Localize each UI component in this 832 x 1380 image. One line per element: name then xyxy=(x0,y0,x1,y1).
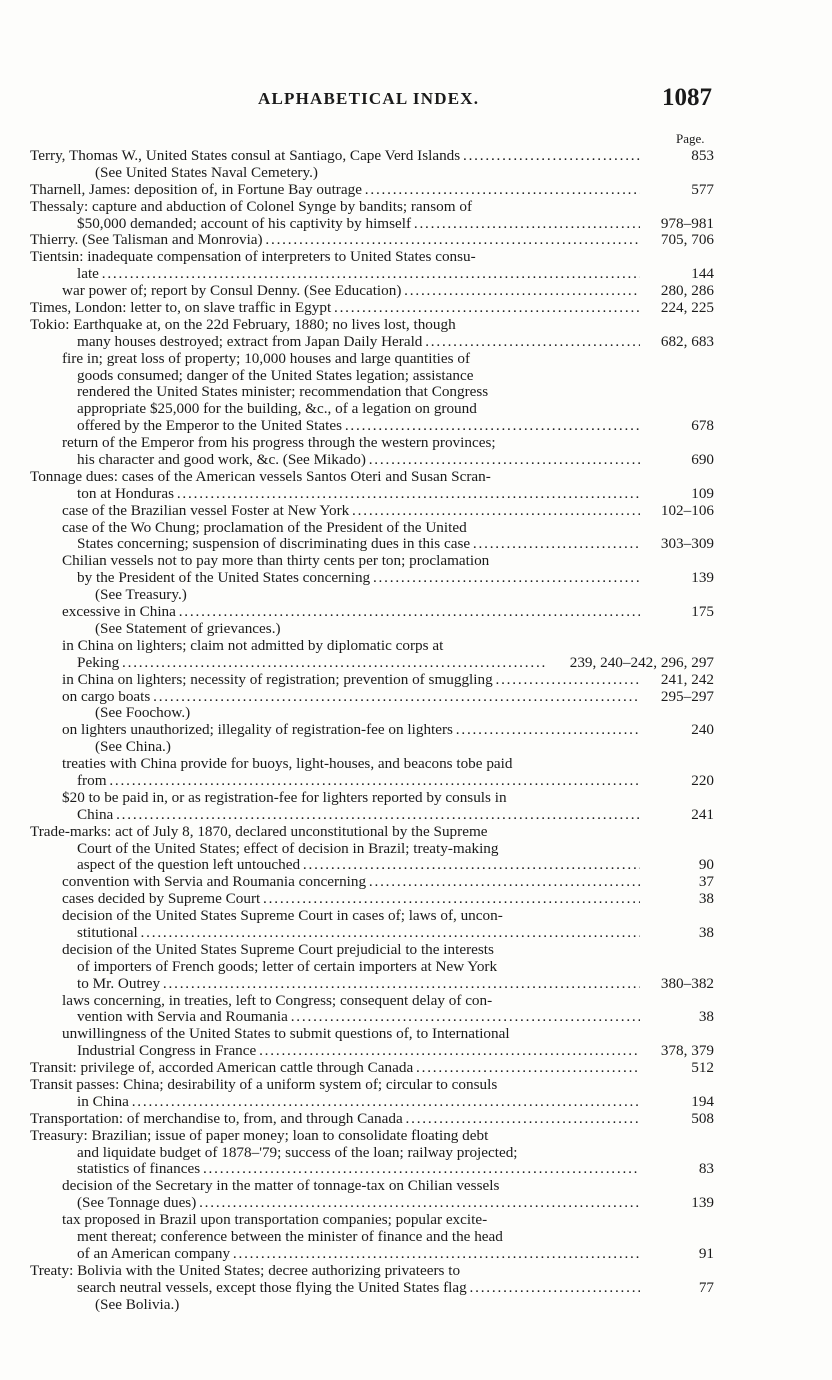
index-line xyxy=(30,722,720,739)
index-line xyxy=(30,705,720,722)
index-line-text: laws concerning, in treaties, left to Congress; consequent delay of con- xyxy=(62,991,493,1009)
index-line-text: (See China.) xyxy=(95,738,171,756)
index-page-ref: 705, 706 xyxy=(660,231,714,249)
index-page-ref: 682, 683 xyxy=(660,332,714,350)
index-line-text: ton at Honduras . . . xyxy=(77,486,640,503)
index-line xyxy=(30,1280,720,1297)
index-page-ref: 224, 225 xyxy=(660,299,714,317)
index-line-text: of an American company . . . xyxy=(77,1246,640,1263)
index-line-text: (See Statement of grievances.) xyxy=(95,619,281,637)
index-line xyxy=(30,874,720,891)
index-line xyxy=(30,232,720,249)
index-page-ref: 380–382 xyxy=(660,974,714,992)
index-page-ref: 853 xyxy=(691,147,714,164)
index-line xyxy=(30,249,720,266)
index-line xyxy=(30,1094,720,1111)
index-line-text: war power of; report by Consul Denny. (See Education) . . . xyxy=(62,283,640,300)
index-line xyxy=(30,655,720,672)
index-entries xyxy=(30,148,720,1313)
index-page-ref: 295–297 xyxy=(660,687,714,705)
index-line xyxy=(30,891,720,908)
index-page-ref: 90 xyxy=(698,856,714,874)
index-line xyxy=(30,334,720,351)
index-page-ref: 280, 286 xyxy=(660,282,714,300)
index-line xyxy=(30,857,720,874)
index-page-ref: 37 xyxy=(698,873,714,891)
index-page-ref: 678 xyxy=(691,417,714,435)
index-page-ref: 38 xyxy=(698,1008,714,1026)
index-line-text: Treasury: Brazilian; issue of paper money; loan to consolidate floating debt xyxy=(30,1126,489,1144)
index-line xyxy=(30,148,720,165)
index-line xyxy=(30,959,720,976)
index-line xyxy=(30,570,720,587)
index-line xyxy=(30,1246,720,1263)
index-line-text: $50,000 demanded; account of his captivity by himself . . . xyxy=(77,216,640,233)
index-line-text: in China on lighters; claim not admitted by diplomatic corps at xyxy=(62,636,444,654)
index-line xyxy=(30,1111,720,1128)
index-page-ref: 303–309 xyxy=(660,535,714,553)
index-line-text: convention with Servia and Roumania concerning . . . xyxy=(62,874,640,891)
index-line xyxy=(30,553,720,570)
index-line-text: many houses destroyed; extract from Japan Daily Herald . . . xyxy=(77,334,640,351)
index-page-ref: 577 xyxy=(691,180,714,198)
index-line-text: late . . . xyxy=(77,266,640,283)
index-line-text: States concerning; suspension of discriminating dues in this case . . . xyxy=(77,536,640,553)
index-page-ref: 508 xyxy=(691,1109,714,1127)
index-line-text: excessive in China . . . xyxy=(62,604,640,621)
index-line xyxy=(30,300,720,317)
index-line-text: China . . . xyxy=(77,807,640,824)
index-line xyxy=(30,435,720,452)
index-line-text: on lighters unauthorized; illegality of registration-fee on lighters . . . xyxy=(62,722,640,739)
index-line xyxy=(30,418,720,435)
index-line xyxy=(30,1195,720,1212)
index-line xyxy=(30,1009,720,1026)
index-line-text: aspect of the question left untouched . . . xyxy=(77,857,640,874)
index-page-ref: 109 xyxy=(691,484,714,502)
index-line-text: search neutral vessels, except those flying the United States flag . . . xyxy=(77,1280,640,1297)
index-line-text: (See Treasury.) xyxy=(95,586,187,604)
index-line xyxy=(30,587,720,604)
index-line xyxy=(30,199,720,216)
index-line-text: $20 to be paid in, or as registration-fee for lighters reported by consuls in xyxy=(62,788,507,806)
index-line-text: Trade-marks: act of July 8, 1870, declared unconstitutional by the Supreme xyxy=(30,822,488,840)
index-page-ref: 38 xyxy=(698,890,714,908)
index-line-text: from . . . xyxy=(77,773,640,790)
index-line-text: fire in; great loss of property; 10,000 houses and large quantities of xyxy=(62,349,471,367)
index-page-ref: 175 xyxy=(691,603,714,621)
index-line xyxy=(30,317,720,334)
index-line xyxy=(30,1128,720,1145)
index-line-text: his character and good work, &c. (See Mikado) . . . xyxy=(77,452,640,469)
index-line xyxy=(30,165,720,182)
index-line xyxy=(30,283,720,300)
index-line xyxy=(30,908,720,925)
index-line xyxy=(30,384,720,401)
index-page-ref: 239, 240–242, 296, 297 xyxy=(569,653,714,671)
index-line xyxy=(30,672,720,689)
index-line xyxy=(30,1178,720,1195)
page-column-label: Page. xyxy=(676,131,705,146)
index-line-text: (See Foochow.) xyxy=(95,704,191,722)
index-page-ref: 102–106 xyxy=(660,501,714,519)
index-line xyxy=(30,486,720,503)
index-line-text: Thessaly: capture and abduction of Colonel Synge by bandits; ransom of xyxy=(30,197,473,215)
index-line-text: Court of the United States; effect of decision in Brazil; treaty-making xyxy=(77,839,499,857)
index-line-text: Industrial Congress in France . . . xyxy=(77,1043,640,1060)
index-line-text: rendered the United States minister; recommendation that Congress xyxy=(77,383,489,401)
index-page-ref: 690 xyxy=(691,451,714,469)
index-line xyxy=(30,351,720,368)
index-line xyxy=(30,604,720,621)
index-line-text: cases decided by Supreme Court . . . xyxy=(62,891,640,908)
index-line-text: appropriate $25,000 for the building, &c., of a legation on ground xyxy=(77,400,477,418)
index-page-ref: 139 xyxy=(691,1194,714,1212)
index-line xyxy=(30,401,720,418)
index-line-text: (See Bolivia.) xyxy=(95,1295,180,1313)
index-line-text: Tharnell, James: deposition of, in Fortune Bay outrage . . . xyxy=(30,182,640,199)
index-line-text: treaties with China provide for buoys, light-houses, and beacons tobe paid xyxy=(62,755,513,773)
index-line xyxy=(30,266,720,283)
index-line xyxy=(30,469,720,486)
index-page-ref: 91 xyxy=(698,1244,714,1262)
index-line xyxy=(30,925,720,942)
index-line-text: Transit: privilege of, accorded American cattle through Canada . . . xyxy=(30,1060,640,1077)
index-line xyxy=(30,520,720,537)
index-line-text: Treaty: Bolivia with the United States; decree authorizing privateers to xyxy=(30,1261,461,1279)
index-line xyxy=(30,1161,720,1178)
index-line xyxy=(30,1145,720,1162)
index-line-text: by the President of the United States concerning . . . xyxy=(77,570,640,587)
index-line-text: Times, London: letter to, on slave traffic in Egypt . . . xyxy=(30,300,640,317)
index-line-text: Terry, Thomas W., United States consul at Santiago, Cape Verd Islands . . . xyxy=(30,148,640,165)
index-page-ref: 240 xyxy=(691,721,714,739)
index-line-text: Thierry. (See Talisman and Monrovia) . . . xyxy=(30,232,640,249)
index-line-text: decision of the United States Supreme Court prejudicial to the interests xyxy=(62,940,494,958)
index-page-ref: 194 xyxy=(691,1092,714,1110)
index-line-text: case of the Brazilian vessel Foster at New York . . . xyxy=(62,503,640,520)
index-line xyxy=(30,621,720,638)
index-line xyxy=(30,216,720,233)
index-line-text: Tientsin: inadequate compensation of interpreters to United States consu- xyxy=(30,248,476,266)
index-line-text: unwillingness of the United States to submit questions of, to International xyxy=(62,1025,510,1043)
running-head-title: ALPHABETICAL INDEX. xyxy=(258,89,480,108)
running-head xyxy=(0,84,832,116)
index-line xyxy=(30,942,720,959)
index-line xyxy=(30,1077,720,1094)
index-line-text: in China . . . xyxy=(77,1094,640,1111)
index-line-text: Chilian vessels not to pay more than thirty cents per ton; proclamation xyxy=(62,552,490,570)
index-line-text: stitutional . . . xyxy=(77,925,640,942)
index-line-text: case of the Wo Chung; proclamation of the President of the United xyxy=(62,518,467,536)
index-line-text: Transportation: of merchandise to, from, and through Canada . . . xyxy=(30,1111,640,1128)
index-line-text: decision of the Secretary in the matter of tonnage-tax on Chilian vessels xyxy=(62,1177,500,1195)
index-line xyxy=(30,1212,720,1229)
index-page-ref: 220 xyxy=(691,771,714,789)
index-line-text: Tonnage dues: cases of the American vessels Santos Oteri and Susan Scran- xyxy=(30,467,491,485)
index-line-text: return of the Emperor from his progress through the western provinces; xyxy=(62,434,496,452)
index-line xyxy=(30,536,720,553)
index-page-ref: 77 xyxy=(698,1278,714,1296)
index-line-text: to Mr. Outrey . . . xyxy=(77,976,640,993)
index-line xyxy=(30,1229,720,1246)
index-line xyxy=(30,824,720,841)
index-line xyxy=(30,689,720,706)
index-line-text: offered by the Emperor to the United States . . . xyxy=(77,418,640,435)
index-line-text: ment thereat; conference between the minister of finance and the head xyxy=(77,1228,503,1245)
index-line xyxy=(30,1263,720,1280)
index-page-ref: 144 xyxy=(691,265,714,283)
index-line xyxy=(30,1060,720,1077)
index-line-text: of importers of French goods; letter of certain importers at New York xyxy=(77,957,498,975)
index-line xyxy=(30,739,720,756)
index-page-ref: 38 xyxy=(698,923,714,941)
index-line-text: (See Tonnage dues) . . . xyxy=(77,1195,640,1212)
index-line-text: goods consumed; danger of the United States legation; assistance xyxy=(77,366,474,384)
index-line-text: in China on lighters; necessity of registration; prevention of smuggling . . . xyxy=(62,672,640,689)
index-line-text: and liquidate budget of 1878–'79; success of the loan; railway projected; xyxy=(77,1143,518,1161)
page-number: 1087 xyxy=(662,84,712,111)
index-line xyxy=(30,1297,720,1314)
index-line-text: (See United States Naval Cemetery.) xyxy=(95,163,318,181)
index-line xyxy=(30,1026,720,1043)
index-line-text: decision of the United States Supreme Court in cases of; laws of, uncon- xyxy=(62,907,503,925)
index-line-text: Transit passes: China; desirability of a uniform system of; circular to consuls xyxy=(30,1075,498,1093)
index-page-ref: 241 xyxy=(691,805,714,823)
index-page-ref: 978–981 xyxy=(660,214,714,232)
index-line xyxy=(30,993,720,1010)
index-line-text: vention with Servia and Roumania . . . xyxy=(77,1009,640,1026)
index-line-text: Tokio: Earthquake at, on the 22d February, 1880; no lives lost, though xyxy=(30,315,456,333)
index-line xyxy=(30,790,720,807)
index-page-ref: 512 xyxy=(691,1059,714,1077)
index-line xyxy=(30,976,720,993)
index-line-text: tax proposed in Brazil upon transportation companies; popular excite- xyxy=(62,1211,488,1229)
index-line xyxy=(30,452,720,469)
index-page-ref: 241, 242 xyxy=(660,670,714,688)
index-line xyxy=(30,841,720,858)
index-line xyxy=(30,638,720,655)
index-line xyxy=(30,773,720,790)
index-line xyxy=(30,807,720,824)
index-line xyxy=(30,368,720,385)
index-line xyxy=(30,756,720,773)
index-line xyxy=(30,503,720,520)
index-page-ref: 83 xyxy=(698,1160,714,1178)
index-line xyxy=(30,1043,720,1060)
index-page-ref: 139 xyxy=(691,569,714,587)
index-line-text: statistics of finances . . . xyxy=(77,1161,640,1178)
index-line-text: on cargo boats . . . xyxy=(62,689,640,706)
index-page-ref: 378, 379 xyxy=(660,1042,714,1060)
index-line-text: Peking . . . xyxy=(77,655,545,672)
index-line xyxy=(30,182,720,199)
